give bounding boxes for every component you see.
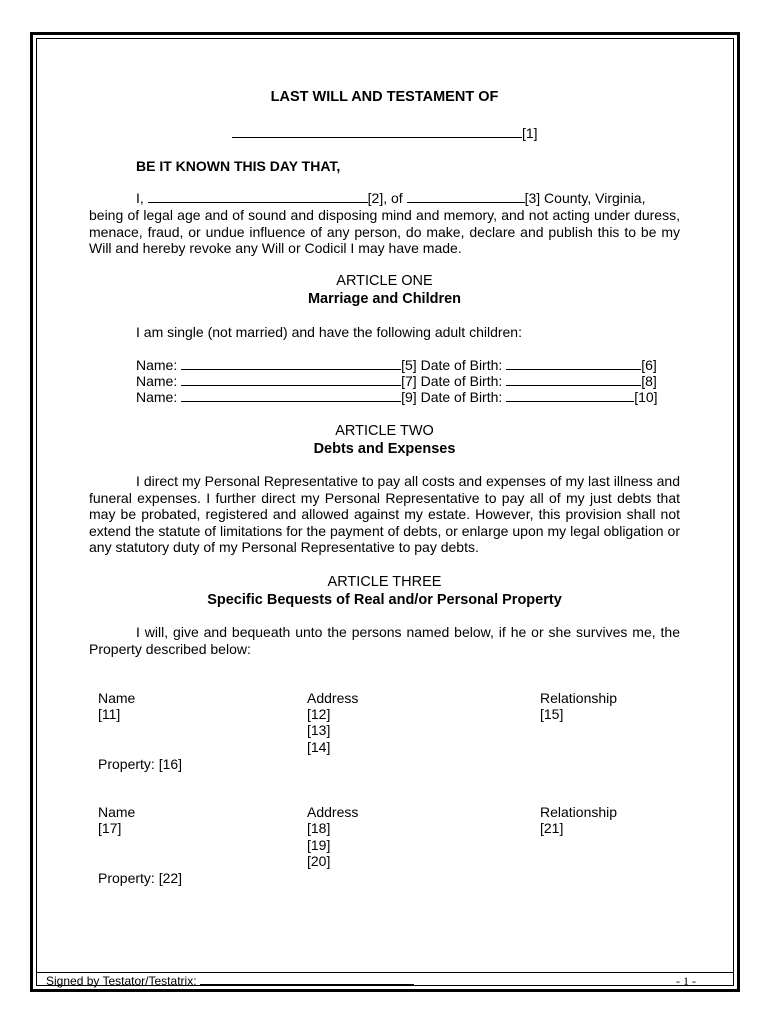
bequest-name-label: Name	[98, 804, 136, 820]
bequest-address-label: Address	[307, 690, 359, 706]
bequest-address-ref: [18]	[307, 820, 331, 836]
child-dob-ref: [6]	[641, 357, 657, 373]
article-two-paragraph	[89, 473, 680, 556]
child-row	[136, 373, 657, 389]
intro-first-line	[89, 190, 680, 206]
child-row	[136, 389, 658, 405]
child-name-ref: [7] Date of Birth:	[401, 373, 503, 389]
article-three-text: I will, give and bequeath unto the persons named below, if he or she survives me, the Property described below:	[89, 624, 680, 657]
article-two-text: I direct my Personal Representative to pay all costs and expenses of my last illness and funeral expenses. I further direct my Personal Representative to pay all of my just debts that may be probated, registered and allowed against my estate. However, this provision shall not extend the statute of limitations for the payment of debts, or enlarge upon my legal obligation or any statutory duty of my Personal Representative to pay debts.	[89, 473, 680, 555]
known-line: BE IT KNOWN THIS DAY THAT,	[136, 158, 341, 174]
article-three-paragraph	[89, 624, 680, 657]
page-number: - 1 -	[676, 974, 696, 988]
document-title: LAST WILL AND TESTAMENT OF	[270, 89, 499, 105]
child-dob-ref: [10]	[634, 389, 658, 405]
signed-label: Signed by Testator/Testatrix:	[46, 974, 197, 988]
article-one-title: ARTICLE ONE	[336, 273, 433, 289]
bequest-relationship-ref: [21]	[540, 820, 564, 836]
bequest-address-ref: [19]	[307, 837, 331, 853]
child-name-label: Name:	[136, 389, 178, 405]
article-two-subtitle: Debts and Expenses	[313, 441, 456, 457]
child-row	[136, 357, 657, 373]
testator-name-line	[232, 125, 522, 138]
article-one-text: I am single (not married) and have the following adult children:	[136, 324, 522, 340]
testator-name-field	[232, 125, 538, 141]
bequest-name-ref: [17]	[98, 820, 122, 836]
child-dob-line	[506, 389, 634, 402]
bequest-name-label: Name	[98, 690, 136, 706]
intro-paragraph: being of legal age and of sound and disposing mind and memory, and not acting under duress, menace, fraud, or undue influence of any person, do make, declare and publish this to be my Will and hereby revoke any Will or Codicil I may have made.	[89, 207, 680, 256]
signature-line	[46, 973, 414, 989]
bequest-name-ref: [11]	[98, 706, 121, 722]
testator-line-2	[148, 190, 368, 203]
child-name-line	[181, 389, 401, 402]
bequest-address-ref: [12]	[307, 706, 331, 722]
bequest-relationship-label: Relationship	[540, 690, 618, 706]
child-dob-ref: [8]	[641, 373, 657, 389]
bequest-address-ref: [13]	[307, 722, 331, 738]
article-two-title: ARTICLE TWO	[335, 423, 434, 439]
bequest-property: Property: [22]	[98, 870, 183, 886]
article-three-subtitle: Specific Bequests of Real and/or Personal Property	[207, 592, 562, 608]
county-line	[407, 190, 525, 203]
bequest-address-ref: [20]	[307, 853, 331, 869]
field-ref-2: [2], of	[367, 190, 403, 206]
bequest-relationship-label: Relationship	[540, 804, 618, 820]
bequest-relationship-ref: [15]	[540, 706, 564, 722]
bequest-address-label: Address	[307, 804, 359, 820]
child-dob-line	[506, 373, 641, 386]
child-name-line	[181, 357, 401, 370]
child-dob-line	[506, 357, 641, 370]
article-three-heading	[89, 573, 680, 609]
article-one-subtitle: Marriage and Children	[307, 291, 462, 307]
article-two-heading	[89, 422, 680, 458]
signature-underline	[200, 974, 414, 985]
field-ref-1: [1]	[522, 125, 538, 141]
child-name-ref: [5] Date of Birth:	[401, 357, 503, 373]
article-three-title: ARTICLE THREE	[327, 574, 442, 590]
bequest-address-ref: [14]	[307, 739, 331, 755]
bequest-property: Property: [16]	[98, 756, 183, 772]
article-one-heading	[89, 272, 680, 308]
child-name-label: Name:	[136, 357, 178, 373]
field-ref-3: [3] County, Virginia,	[524, 190, 646, 206]
child-name-label: Name:	[136, 373, 178, 389]
child-name-line	[181, 373, 401, 386]
intro-i: I,	[136, 190, 144, 206]
child-name-ref: [9] Date of Birth:	[401, 389, 503, 405]
